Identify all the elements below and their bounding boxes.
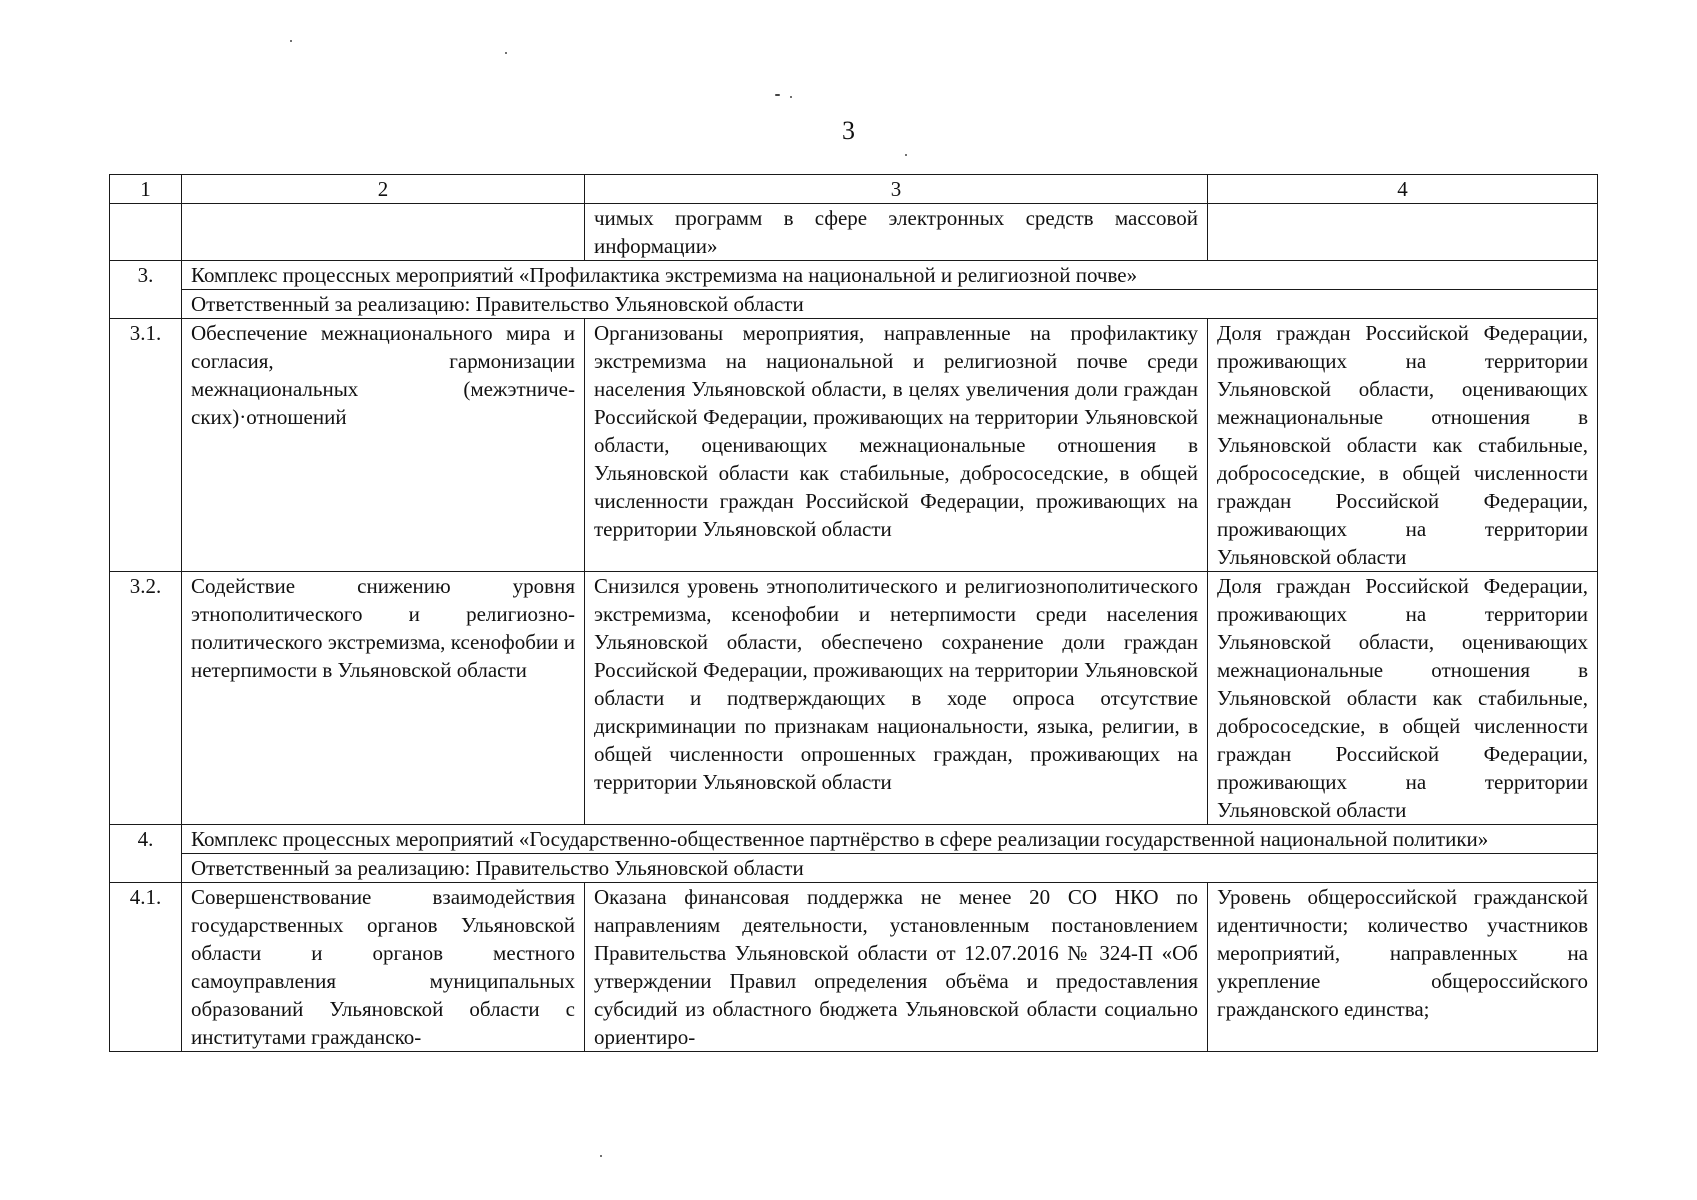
result-cell: Оказана финансовая поддержка не менее 20 СО НКО по направлениям деятельности, установленным постановлением Правительства Ульяновской области от 12.07.2016 № 324-П «Об утверждении Правил определения объёма и предоставления субсидий из областного бюджета Ульяновской области социально ориентиро- — [585, 883, 1208, 1052]
measures-table — [109, 174, 1598, 1052]
scan-speck — [775, 94, 780, 96]
result-cell: Снизился уровень этнополитического и религиознополитического экстремизма, ксенофобии и нетерпимости среди населения Ульяновской области, обеспечено сохранение доли граждан Российской Федерации, проживающих на территории Ульяновской области и подтверждающих в ходе опроса отсутствие дискриминации по признакам национальности, языка, религии, в общей численности опрошенных граждан, проживающих на территории Ульяновской области — [585, 572, 1208, 825]
activity-cell: Обеспечение межнационального мира и согласия, гармонизации межнациональных (межэтнических)·отношений — [182, 319, 585, 572]
scan-speck — [290, 40, 292, 42]
result-cell: Организованы мероприятия, направленные на профилактику экстремизма на национальной и религиозной почве среди населения Ульяновской области, в целях увеличения доли граждан Российской Федерации, проживающих на территории Ульяновской области, оценивающих межнациональные отношения в Ульяновской области как стабильные, добрососедские, в общей численности граждан Российской Федерации, проживающих на территории Ульяновской области — [585, 319, 1208, 572]
indicator-cell: Доля граждан Российской Федерации, проживающих на территории Ульяновской области, оценивающих межнациональные отношения в Ульяновской области как стабильные, добрососедские, в общей численности граждан Российской Федерации, проживающих на территории Ульяновской области — [1208, 319, 1598, 572]
indicator-cell: Доля граждан Российской Федерации, проживающих на территории Ульяновской области, оценивающих межнациональные отношения в Ульяновской области как стабильные, добрососедские, в общей численности граждан Российской Федерации, проживающих на территории Ульяновской области — [1208, 572, 1598, 825]
scan-speck — [505, 52, 507, 54]
section-title: Комплекс процессных мероприятий «Профилактика экстремизма на национальной и религиозной почве» — [182, 261, 1598, 290]
page-number: 3 — [842, 116, 855, 145]
section-title: Комплекс процессных мероприятий «Государственно-общественное партнёрство в сфере реализации государственной национальной политики» — [182, 825, 1598, 854]
section-number: 3. — [110, 261, 182, 319]
column-number-1: 1 — [110, 175, 182, 204]
activity-cell: Совершенствование взаимодействия государственных органов Ульяновской области и органов местного самоуправления муниципальных образований Ульяновской области с институтами гражданско- — [182, 883, 585, 1052]
row-number-cell: 3.2. — [110, 572, 182, 825]
scan-speck — [600, 1155, 602, 1157]
column-number-3: 3 — [585, 175, 1208, 204]
table-row — [110, 883, 1598, 1052]
responsible-text: Ответственный за реализацию: Правительство Ульяновской области — [182, 290, 1598, 319]
responsible-text: Ответственный за реализацию: Правительство Ульяновской области — [182, 854, 1598, 883]
section-row — [110, 825, 1598, 854]
section-number: 4. — [110, 825, 182, 883]
indicator-cell — [1208, 204, 1598, 261]
column-number-2: 2 — [182, 175, 585, 204]
scan-speck — [790, 96, 792, 98]
row-number-cell: 4.1. — [110, 883, 182, 1052]
row-number-cell — [110, 204, 182, 261]
result-cell: чимых программ в сфере электронных средств массовой информации» — [585, 204, 1208, 261]
table-row — [110, 572, 1598, 825]
table-row — [110, 204, 1598, 261]
activity-cell — [182, 204, 585, 261]
responsible-row — [110, 854, 1598, 883]
section-row — [110, 261, 1598, 290]
table-header-row — [110, 175, 1598, 204]
table-row — [110, 319, 1598, 572]
responsible-row — [110, 290, 1598, 319]
scan-speck — [905, 154, 907, 156]
indicator-cell: Уровень общероссийской гражданской идентичности; количество участников мероприятий, направленных на укрепление общероссийского гражданского единства; — [1208, 883, 1598, 1052]
activity-cell: Содействие снижению уровня этнополитического и религиознополитического экстремизма, ксенофобии и нетерпимости в Ульяновской области — [182, 572, 585, 825]
row-number-cell: 3.1. — [110, 319, 182, 572]
column-number-4: 4 — [1208, 175, 1598, 204]
